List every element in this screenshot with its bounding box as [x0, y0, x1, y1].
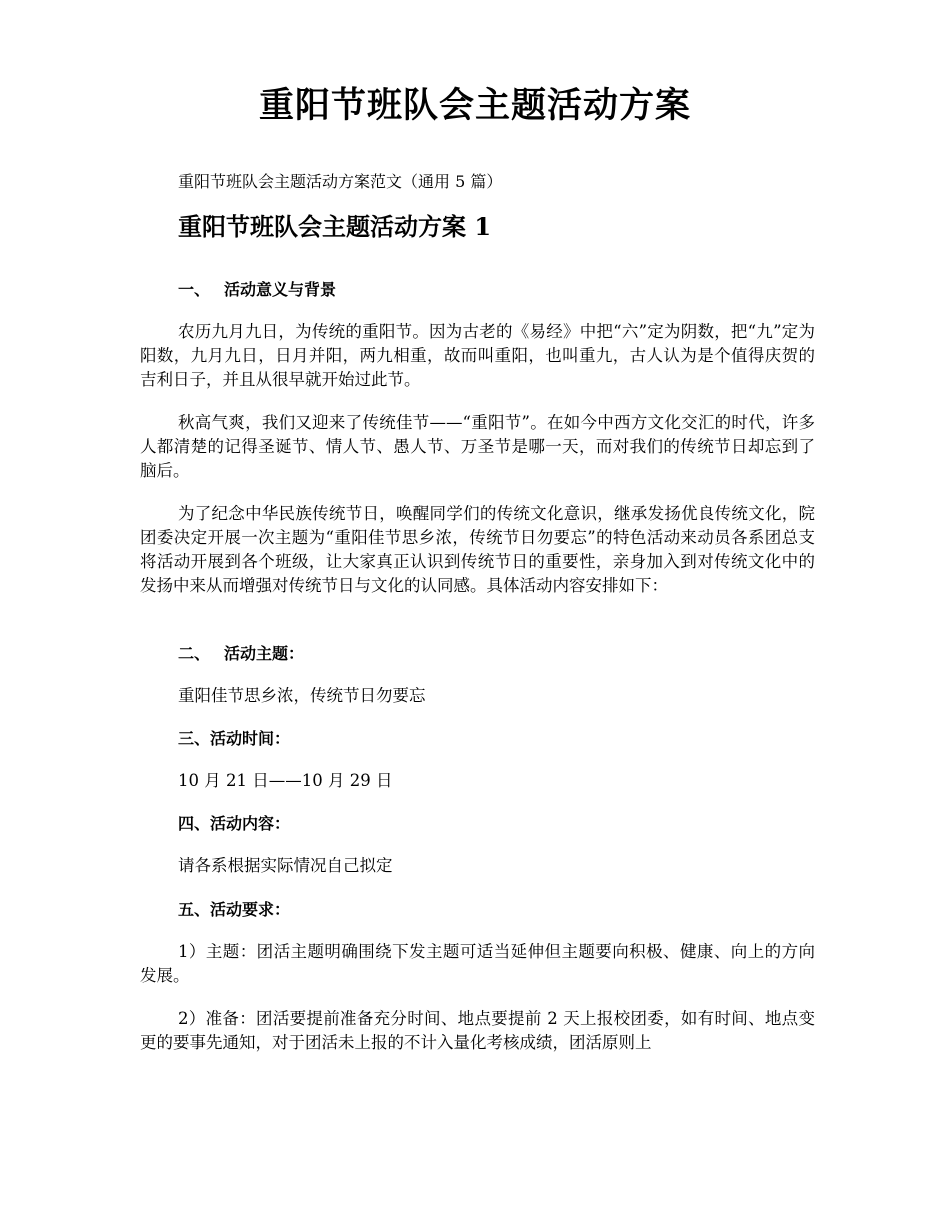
requirement-theme: 1）主题：团活主题明确围绕下发主题可适当延伸但主题要向积极、健康、向上的方向发展。 [140, 942, 815, 985]
section-2-number: 二、 [178, 644, 211, 663]
document-subtitle: 重阳节班队会主题活动方案范文（通用 5 篇） [178, 172, 503, 191]
section-1-number: 一、 [178, 280, 211, 299]
activity-content: 请各系根据实际情况自己拟定 [178, 856, 393, 875]
section-5-heading: 五、活动要求： [178, 900, 291, 919]
paragraph-autumn: 秋高气爽，我们又迎来了传统佳节——“重阳节”。在如今中西方文化交汇的时代，许多人都清楚的记得圣诞节、情人节、愚人节、万圣节是哪一天，而对我们的传统节日却忘到了脑后。 [140, 413, 815, 480]
requirement-preparation: 2）准备：团活要提前准备充分时间、地点要提前 2 天上报校团委，如有时间、地点变更的要事先通知，对于团活未上报的不计入量化考核成绩，团活原则上 [140, 1009, 815, 1052]
section-2-heading [178, 642, 304, 666]
section-1-heading [178, 278, 336, 302]
paragraph-purpose: 为了纪念中华民族传统节日，唤醒同学们的传统文化意识，继承发扬优良传统文化，院团委决定开展一次主题为“重阳佳节思乡浓，传统节日勿要忘”的特色活动来动员各系团总支将活动开展到各个班级，让大家真正认识到传统节日的重要性，亲身加入到对传统文化中的发扬中来从而增强对传统节日与文化的认同感。具体活动内容安排如下： [140, 504, 815, 595]
plan-heading: 重阳节班队会主题活动方案 1 [178, 212, 492, 241]
section-2-label: 活动主题： [224, 644, 305, 663]
section-3-heading: 三、活动时间： [178, 729, 291, 748]
activity-theme: 重阳佳节思乡浓，传统节日勿要忘 [178, 686, 426, 705]
document-title: 重阳节班队会主题活动方案 [258, 85, 691, 126]
section-1-label: 活动意义与背景 [224, 280, 337, 299]
paragraph-background: 农历九月九日，为传统的重阳节。因为古老的《易经》中把“六”定为阴数，把“九”定为阳数，九月九日，日月并阳，两九相重，故而叫重阳，也叫重九，古人认为是个值得庆贺的吉利日子，并且从很早就开始过此节。 [140, 322, 815, 389]
activity-time: 10 月 21 日——10 月 29 日 [178, 771, 393, 790]
section-4-heading: 四、活动内容： [178, 814, 291, 833]
